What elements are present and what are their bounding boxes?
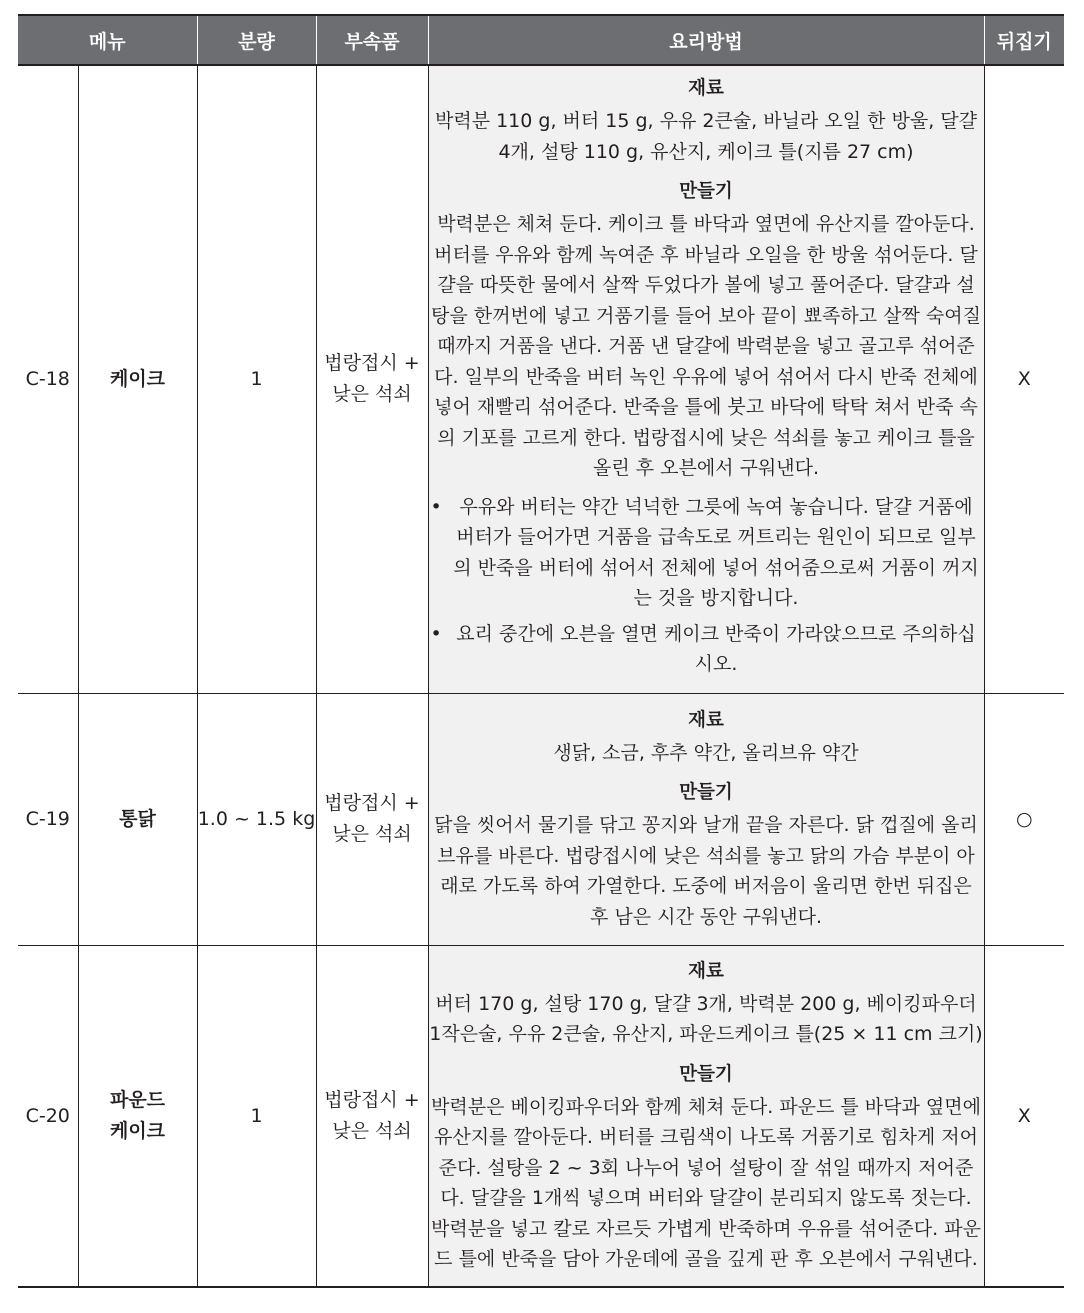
ingredients-heading: 재료 [688,78,724,99]
accessory-line: 낮은 석쇠 [332,383,412,406]
header-amount: 분량 [197,15,316,65]
amount-cell: 1.0 ~ 1.5 kg [197,693,316,945]
accessory-cell [316,693,428,945]
accessory-cell [316,945,428,1287]
ingredients-text: 생닭, 소금, 후추 약간, 올리브유 약간 [553,741,859,764]
recipe-table [18,14,1064,1288]
accessory-line: 낮은 석쇠 [332,823,412,845]
flip-mark: X [984,65,1064,693]
menu-name-line: 케이크 [109,1119,166,1142]
method-cell [428,945,984,1287]
accessory-line: 법랑접시 + [324,352,420,375]
steps-heading: 만들기 [679,782,733,804]
ingredients-heading: 재료 [688,960,724,982]
header-menu: 메뉴 [18,15,197,65]
steps-text: 박력분은 체쳐 둔다. 케이크 틀 바닥과 옆면에 유산지를 깔아둔다. 버터를 우유와 함께 녹여준 후 바닐라 오일을 한 방울 섞어둔다. 달걀을 따뜻한 물에서 살짝 두었다가 볼에 넣고 풀어준다. 달걀과 설탕을 한꺼번에 넣고 거품기를 들어 보아 끝이 뾰족하고 살짝 숙여질 때까지 거품을 낸다. 거품 낸 달걀에 박력분을 넣고 골고루 섞어준다. 일부의 반죽을 버터 녹인 우유에 넣어 섞어서 다시 반죽 전체에 넣어 재빨리 섞어준다. 반죽을 틀에 붓고 바닥에 탁탁 쳐서 반죽 속의 기포를 고르게 한다. 법랑접시에 낮은 석쇠를 놓고 케이크 틀을 올린 후 오븐에서 구워낸다. [431,213,981,479]
note-item: • 요리 중간에 오븐을 열면 케이크 반죽이 가라앉으므로 주의하십시오. [429,619,984,680]
note-item: • 우유와 버터는 약간 넉넉한 그릇에 녹여 놓습니다. 달걀 거품에 버터가 들어가면 거품을 급속도로 꺼트리는 원인이 되므로 일부의 반죽을 버터에 섞어서 전체에 넣어 섞어줌으로써 거품이 꺼지는 것을 방지합니다. [429,492,984,614]
header-row [18,15,1064,65]
steps-heading: 만들기 [679,181,733,202]
menu-name-line: 파운드 [109,1088,166,1111]
section-gap [429,167,984,177]
menu-name-line: 통닭 [119,807,156,830]
accessory-line: 법랑접시 + [324,1088,420,1111]
header-method: 요리방법 [428,15,984,65]
section-gap [429,768,984,778]
recipe-rows [18,65,1064,1287]
flip-mark: X [984,945,1064,1287]
notes-list [429,492,984,680]
menu-code: C-20 [18,945,78,1287]
accessory-line: 법랑접시 + [324,792,420,814]
flip-mark: ○ [984,693,1064,945]
menu-code: C-18 [18,65,78,693]
header-accessory: 부속품 [316,15,428,65]
table-row [18,65,1064,693]
accessory-cell [316,65,428,693]
table-row [18,945,1064,1287]
ingredients-text: 버터 170 g, 설탕 170 g, 달걀 3개, 박력분 200 g, 베이킹파우더 1작은술, 우유 2큰술, 유산지, 파운드케이크 틀(25 × 11 cm 크기) [429,992,983,1046]
amount-cell: 1 [197,65,316,693]
method-cell [428,65,984,693]
steps-text: 닭을 씻어서 물기를 닦고 꽁지와 날개 끝을 자른다. 닭 껍질에 올리브유를 바른다. 법랑접시에 낮은 석쇠를 놓고 닭의 가슴 부분이 아래로 가도록 하여 가열한다. 도중에 버저음이 울리면 한번 뒤집은 후 남은 시간 동안 구워낸다. [434,814,978,928]
menu-name [78,65,197,693]
ingredients-text: 박력분 110 g, 버터 15 g, 우유 2큰술, 바닐라 오일 한 방울, 달걀 4개, 설탕 110 g, 유산지, 케이크 틀(지름 27 cm) [434,110,977,163]
header-flip: 뒤집기 [984,15,1064,65]
steps-heading: 만들기 [679,1063,733,1085]
menu-name [78,945,197,1287]
method-cell [428,693,984,945]
accessory-line: 낮은 석쇠 [332,1119,412,1142]
menu-name [78,693,197,945]
menu-code: C-19 [18,693,78,945]
steps-text: 박력분은 베이킹파우더와 함께 체쳐 둔다. 파운드 틀 바닥과 옆면에 유산지를 깔아둔다. 버터를 크림색이 나도록 거품기로 힘차게 저어준다. 설탕을 2 ~ 3회 나누어 넣어 설탕이 잘 섞일 때까지 저어준다. 달걀을 1개씩 넣으며 버터와 달걀이 분리되지 않도록 젓는다. 박력분을 넣고 칼로 자르듯 가볍게 반죽하며 우유를 섞어준다. 파운드 틀에 반죽을 담아 가운데에 골을 깊게 판 후 오븐에서 구워낸다. [431,1095,981,1271]
ingredients-heading: 재료 [688,709,724,731]
menu-name-line: 케이크 [109,367,166,390]
amount-cell: 1 [197,945,316,1287]
table-row [18,693,1064,945]
section-gap [429,1050,984,1060]
